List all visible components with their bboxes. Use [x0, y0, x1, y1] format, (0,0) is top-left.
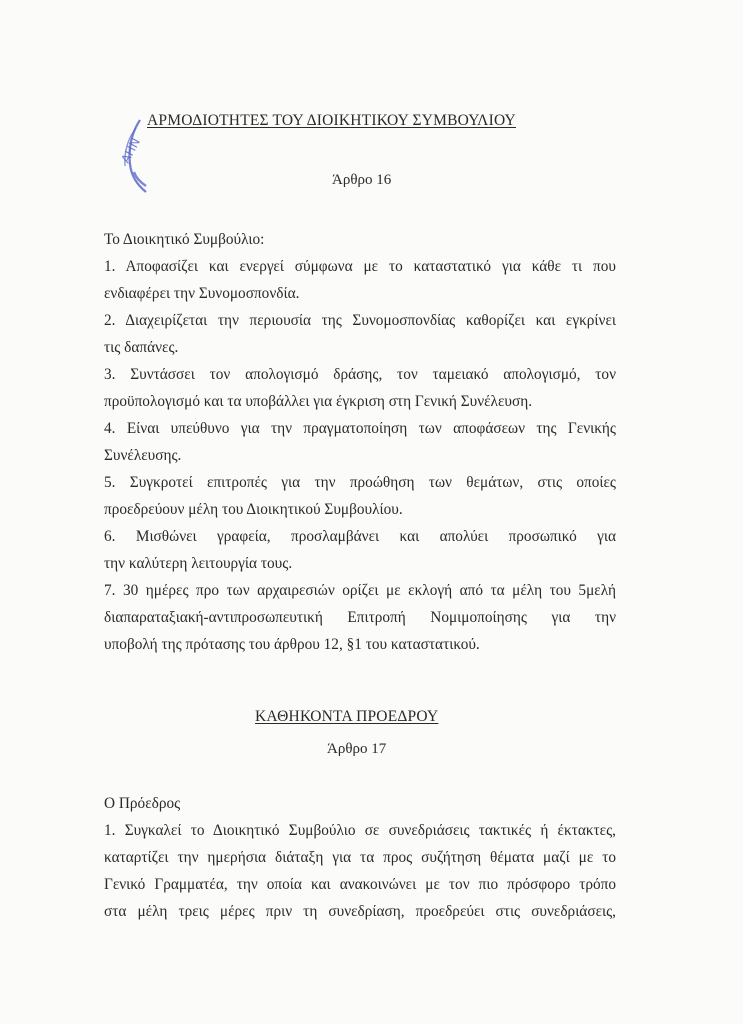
intro-text: Το Διοικητικό Συμβούλιο:	[104, 231, 265, 248]
list-item-line: την καλύτερη λειτουργία τους.	[104, 555, 293, 572]
svg-text:ΑΗΝ: ΑΗΝ	[118, 135, 143, 166]
list-item-line: 7. 30 ημέρες προ των αρχαιρεσιών ορίζει με εκλογή από τα μέλη του 5μελή	[104, 582, 616, 599]
list-item-line: τις δαπάνες.	[104, 339, 179, 356]
list-item-line: 6. Μισθώνει γραφεία, προσλαμβάνει και απολύει προσωπικό για	[104, 528, 616, 545]
list-item-line: 3. Συντάσσει τον απολογισμό δράσης, τον ταμειακό απολογισμό, τον	[104, 366, 616, 383]
list-item-line: Συνέλευσης.	[104, 447, 182, 464]
list-item-line: στα μέλη τρεις μέρες πριν τη συνεδρίαση, προεδρεύει στις συνεδριάσεις,	[104, 903, 616, 920]
intro-text: Ο Πρόεδρος	[104, 795, 181, 812]
article-16-body	[104, 226, 616, 658]
list-item-line: καταρτίζει την ημερήσια διάταξη για τα προς συζήτηση θέματα μαζί με το	[104, 849, 616, 866]
list-item-line: Γενικό Γραμματέα, την οποία και ανακοινώνει με τον πιο πρόσφορο τρόπο	[104, 876, 616, 893]
list-item-line: 1. Αποφασίζει και ενεργεί σύμφωνα με το καταστατικό για κάθε τι που	[104, 258, 616, 275]
list-item-line: 1. Συγκαλεί το Διοικητικό Συμβούλιο σε συνεδριάσεις τακτικές ή έκτακτες,	[104, 822, 616, 839]
article-title: Άρθρο 17	[327, 741, 387, 757]
article-title: Άρθρο 16	[332, 172, 392, 188]
list-item-line: 5. Συγκροτεί επιτροπές για την προώθηση των θεμάτων, στις οποίες	[104, 474, 616, 491]
list-item-line: ενδιαφέρει την Συνομοσπονδία.	[104, 285, 300, 302]
list-item-line: προϋπολογισμό και τα υποβάλλει για έγκριση στη Γενική Συνέλευση.	[104, 393, 533, 410]
article-17-body	[104, 790, 616, 925]
list-item-line: διαπαραταξιακή-αντιπροσωπευτική Επιτροπή Νομιμοποίησης για την	[104, 609, 616, 626]
section-title: ΑΡΜΟΔΙΟΤΗΤΕΣ ΤΟΥ ΔΙΟΙΚΗΤΙΚΟΥ ΣΥΜΒΟΥΛΙΟΥ	[147, 112, 516, 129]
section-title: ΚΑΘΗΚΟΝΤΑ ΠΡΟΕΔΡΟΥ	[255, 708, 439, 725]
list-item-line: υποβολή της πρότασης του άρθρου 12, §1 του καταστατικού.	[104, 636, 480, 653]
list-item-line: 2. Διαχειρίζεται την περιουσία της Συνομοσπονδίας καθορίζει και εγκρίνει	[104, 312, 616, 329]
list-item-line: 4. Είναι υπεύθυνο για την πραγματοποίηση των αποφάσεων της Γενικής	[104, 420, 616, 437]
list-item-line: προεδρεύουν μέλη του Διοικητικού Συμβουλίου.	[104, 501, 403, 518]
